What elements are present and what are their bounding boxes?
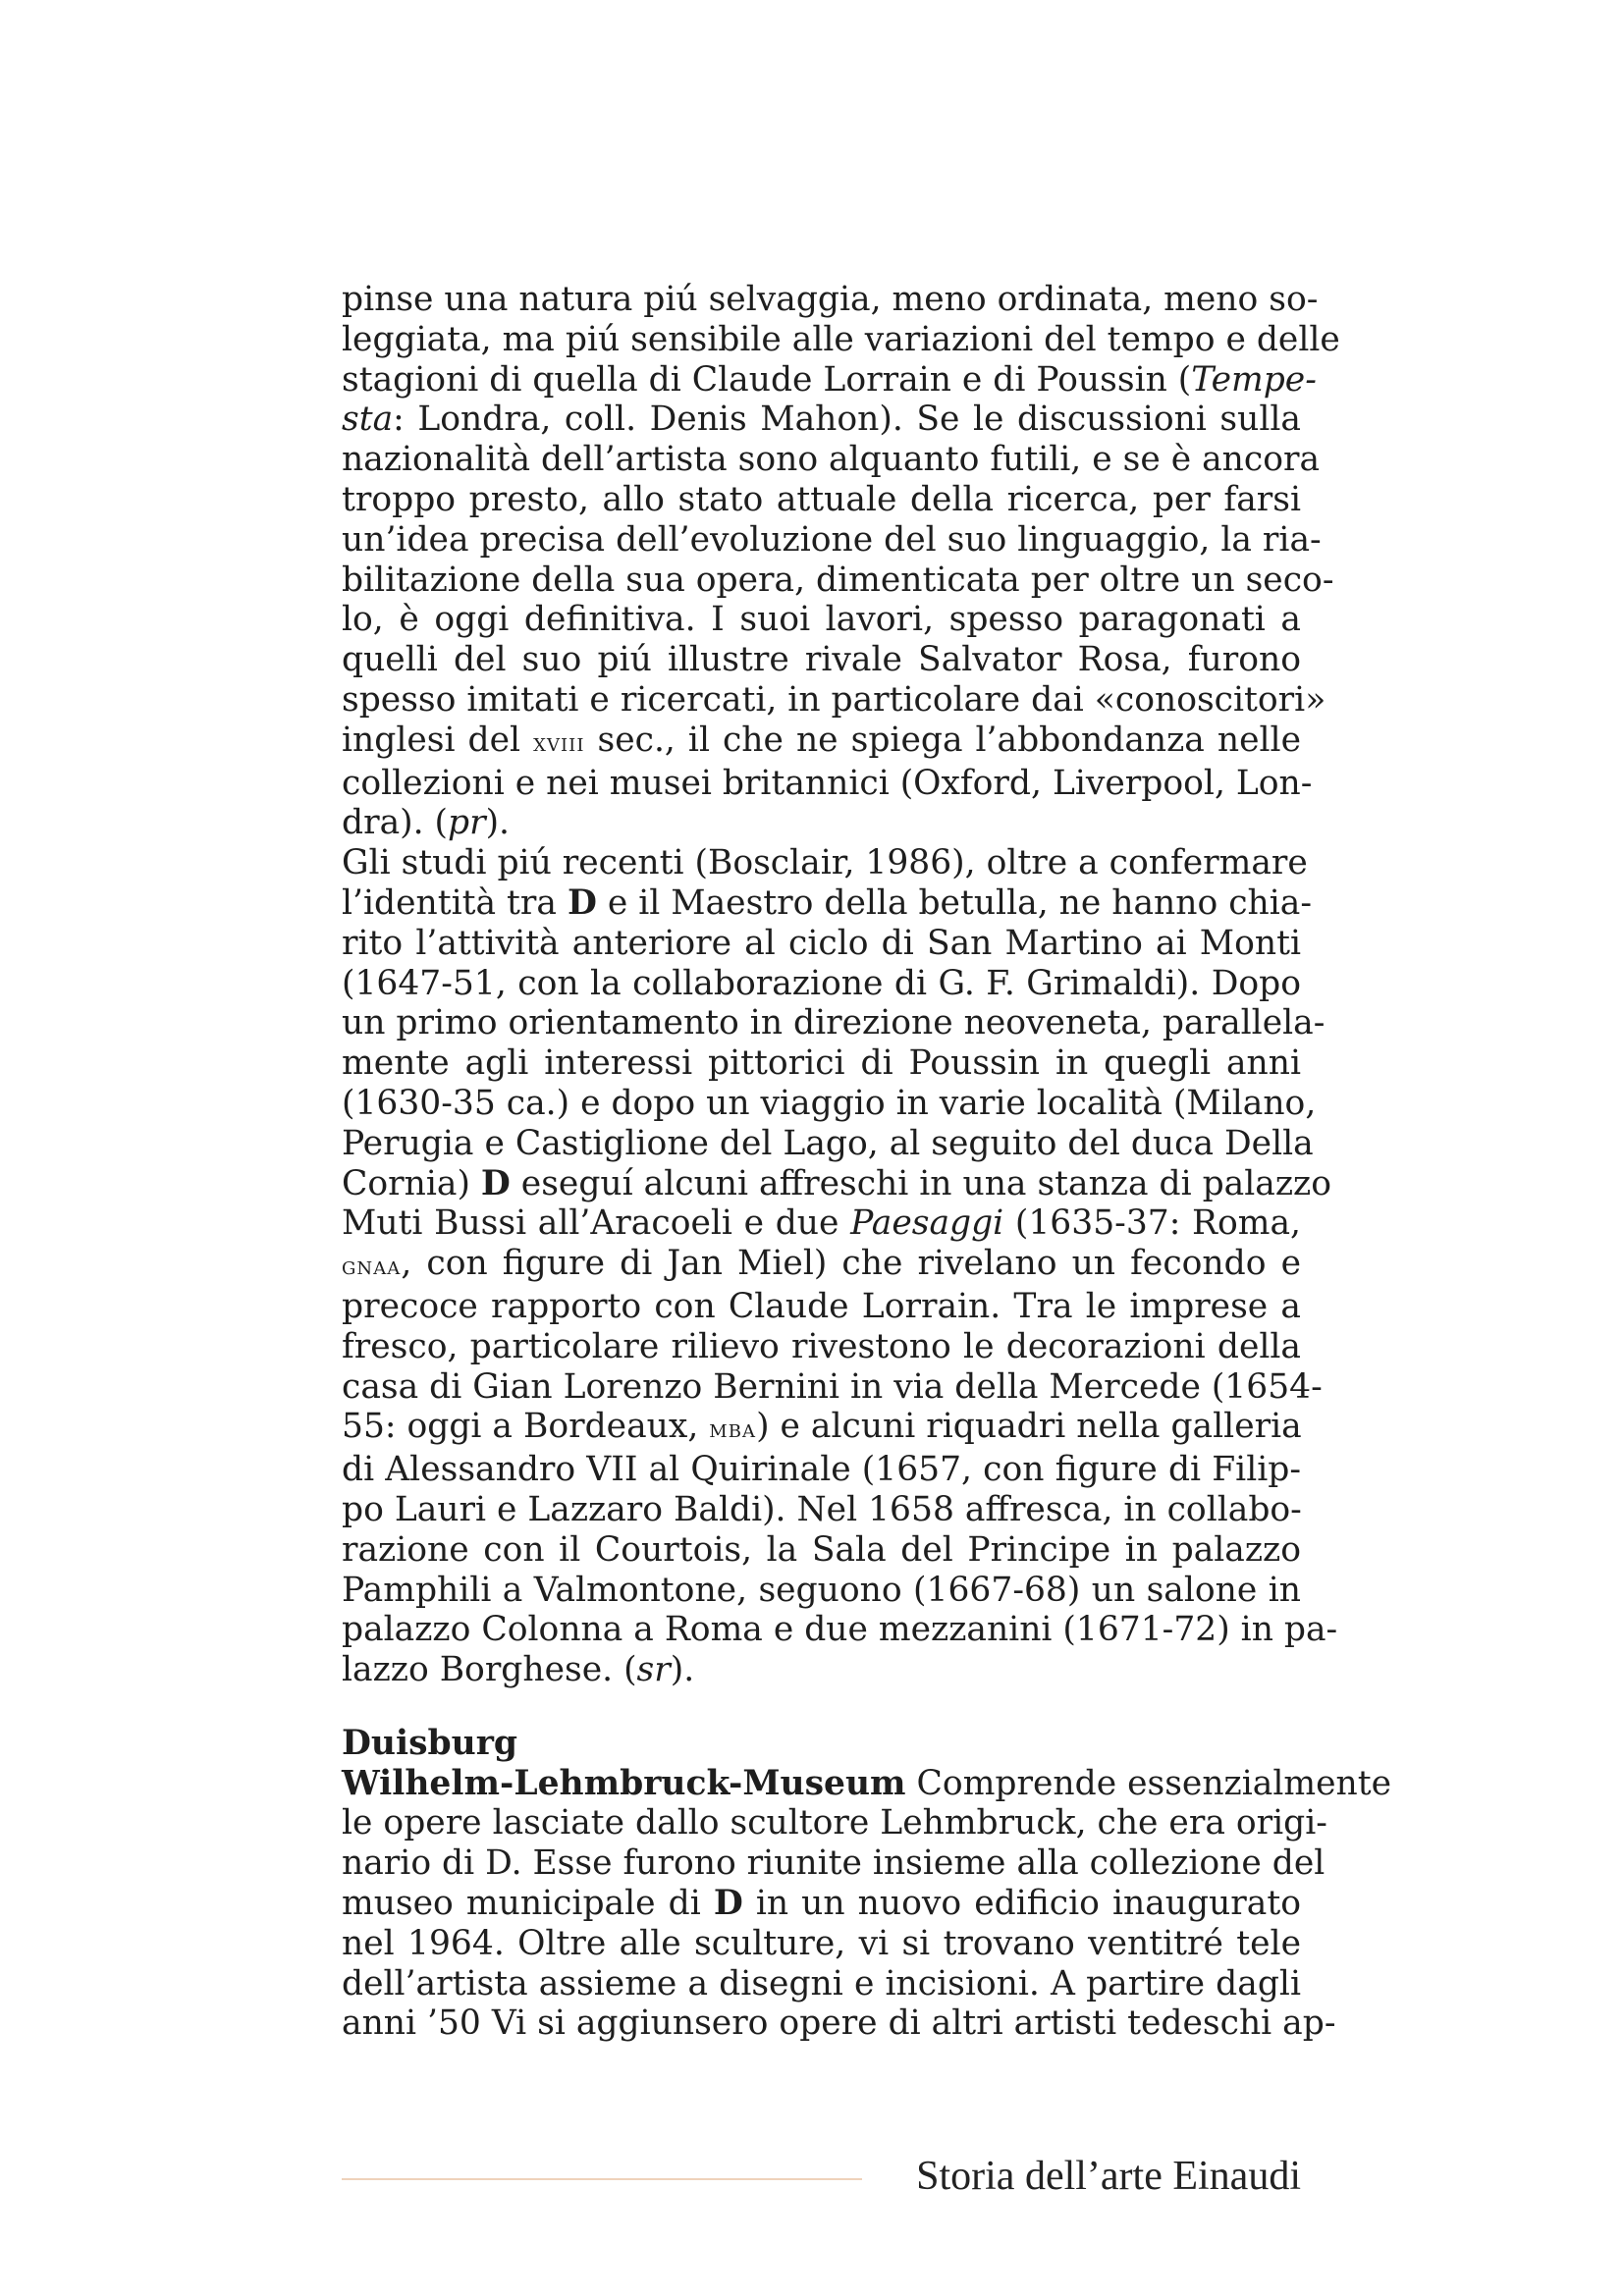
- text-line: anni ’50 Vi si aggiunsero opere di altri artisti tedeschi ap-: [342, 2003, 1336, 2044]
- paragraph-recent-studies: [342, 843, 1338, 1690]
- paragraph-dughet-landscape: [342, 280, 1340, 843]
- text-line: collezioni e nei musei britannici (Oxford, Liverpool, Lon-: [342, 763, 1313, 803]
- text-line: dell’artista assieme a disegni e incisioni. A partire dagli: [342, 1963, 1301, 2003]
- text-line: le opere lasciate dallo scultore Lehmbruck, che era origi-: [342, 1803, 1327, 1843]
- text-line: mente agli interessi pittorici di Poussin in quegli anni: [342, 1043, 1301, 1084]
- text-line: spesso imitati e ricercati, in particolare dai «conoscitori»: [342, 679, 1326, 720]
- text-line: nazionalità dell’artista sono alquanto futili, e se è ancora: [342, 440, 1321, 480]
- text-line: nel 1964. Oltre alle sculture, vi si trovano ventitré tele: [342, 1923, 1301, 1963]
- author-initials: pr: [448, 803, 486, 843]
- text-line: rito l’attività anteriore al ciclo di San Martino ai Monti: [342, 923, 1301, 963]
- entry-abbrev: D: [713, 1884, 743, 1924]
- century-numeral: xviii: [533, 727, 585, 758]
- text-line: palazzo Colonna a Roma e due mezzanini (1671-72) in pa-: [342, 1610, 1338, 1650]
- text-line: pinse una natura piú selvaggia, meno ordinata, meno so-: [342, 280, 1319, 319]
- text-line: fresco, particolare rilievo rivestono le decorazioni della: [342, 1326, 1301, 1366]
- text-line: po Lauri e Lazzaro Baldi). Nel 1658 affresca, in collabo-: [342, 1489, 1302, 1529]
- text-line: Gli studi piú recenti (Bosclair, 1986), oltre a confermare: [342, 843, 1308, 883]
- text-line: razione con il Courtois, la Sala del Principe in palazzo: [342, 1529, 1301, 1570]
- text-line: nario di D. Esse furono riunite insieme alla collezione del: [342, 1843, 1325, 1884]
- text-line: gnaa, con figure di Jan Miel) che rivelano un fecondo e: [342, 1244, 1301, 1284]
- text-line: lo, è oggi definitiva. I suoi lavori, spesso paragonati a: [342, 600, 1301, 640]
- section-spacer: [342, 1690, 1301, 1724]
- text-line: lazzo Borghese. (sr).: [342, 1650, 695, 1690]
- text-line: Perugia e Castiglione del Lago, al seguito del duca Della: [342, 1123, 1314, 1163]
- text-line: Wilhelm-Lehmbruck-Museum Comprende essenzialmente: [342, 1763, 1392, 1803]
- text-line: precoce rapporto con Claude Lorrain. Tra le imprese a: [342, 1286, 1301, 1326]
- text-line: 55: oggi a Bordeaux, mba) e alcuni riquadri nella galleria: [342, 1407, 1302, 1447]
- text-line: quelli del suo piú illustre rivale Salvator Rosa, furono: [342, 640, 1301, 680]
- entry-abbrev: D: [480, 1163, 511, 1203]
- entry-heading-duisburg: Duisburg: [342, 1723, 518, 1763]
- entry-abbrev: D: [567, 882, 597, 923]
- text-line: (1647-51, con la collaborazione di G. F. Grimaldi). Dopo: [342, 963, 1301, 1003]
- footer-title: Storia dell’arte Einaudi: [916, 2154, 1301, 2199]
- text-line: sta: Londra, coll. Denis Mahon). Se le discussioni sulla: [342, 400, 1301, 440]
- main-text-column: [342, 280, 1392, 2044]
- text-line: Pamphili a Valmontone, seguono (1667-68) un salone in: [342, 1570, 1301, 1610]
- museum-abbrev: gnaa: [342, 1252, 402, 1282]
- museum-abbrev: mba: [709, 1415, 757, 1445]
- museum-name: Wilhelm-Lehmbruck-Museum: [342, 1763, 906, 1803]
- artwork-title: Paesaggi: [850, 1203, 1004, 1244]
- text-line: (1630-35 ca.) e dopo un viaggio in varie località (Milano,: [342, 1083, 1317, 1123]
- author-initials: sr: [636, 1650, 671, 1690]
- text-line: dra). (pr).: [342, 803, 511, 843]
- text-line: stagioni di quella di Claude Lorrain e di Poussin (Tempe-: [342, 359, 1317, 400]
- text-line: Muti Bussi all’Aracoeli e due Paesaggi (1635-37: Roma,: [342, 1203, 1302, 1244]
- text-line: un’idea precisa dell’evoluzione del suo linguaggio, la ria-: [342, 519, 1322, 560]
- text-line: un primo orientamento in direzione neoveneta, parallela-: [342, 1003, 1325, 1043]
- text-line: leggiata, ma piú sensibile alle variazioni del tempo e delle: [342, 319, 1340, 359]
- paragraph-lehmbruck-museum: [342, 1763, 1392, 2045]
- text-line: bilitazione della sua opera, dimenticata per oltre un seco-: [342, 560, 1334, 600]
- text-line: casa di Gian Lorenzo Bernini in via della Mercede (1654-: [342, 1366, 1323, 1407]
- text-line: di Alessandro VII al Quirinale (1657, con figure di Filip-: [342, 1450, 1301, 1490]
- artwork-title-cont: sta: [342, 400, 394, 440]
- text-line: inglesi del xviii sec., il che ne spiega l’abbondanza nelle: [342, 720, 1302, 760]
- artwork-title: Tempe-: [1191, 359, 1317, 400]
- text-line: l’identità tra D e il Maestro della betulla, ne hanno chia-: [342, 882, 1312, 923]
- text-line: troppo presto, allo stato attuale della ricerca, per farsi: [342, 479, 1301, 519]
- text-line: museo municipale di D in un nuovo edificio inaugurato: [342, 1884, 1301, 1924]
- footer-rule: [342, 2178, 862, 2180]
- text-line: Cornia) D eseguí alcuni affreschi in una stanza di palazzo: [342, 1163, 1331, 1203]
